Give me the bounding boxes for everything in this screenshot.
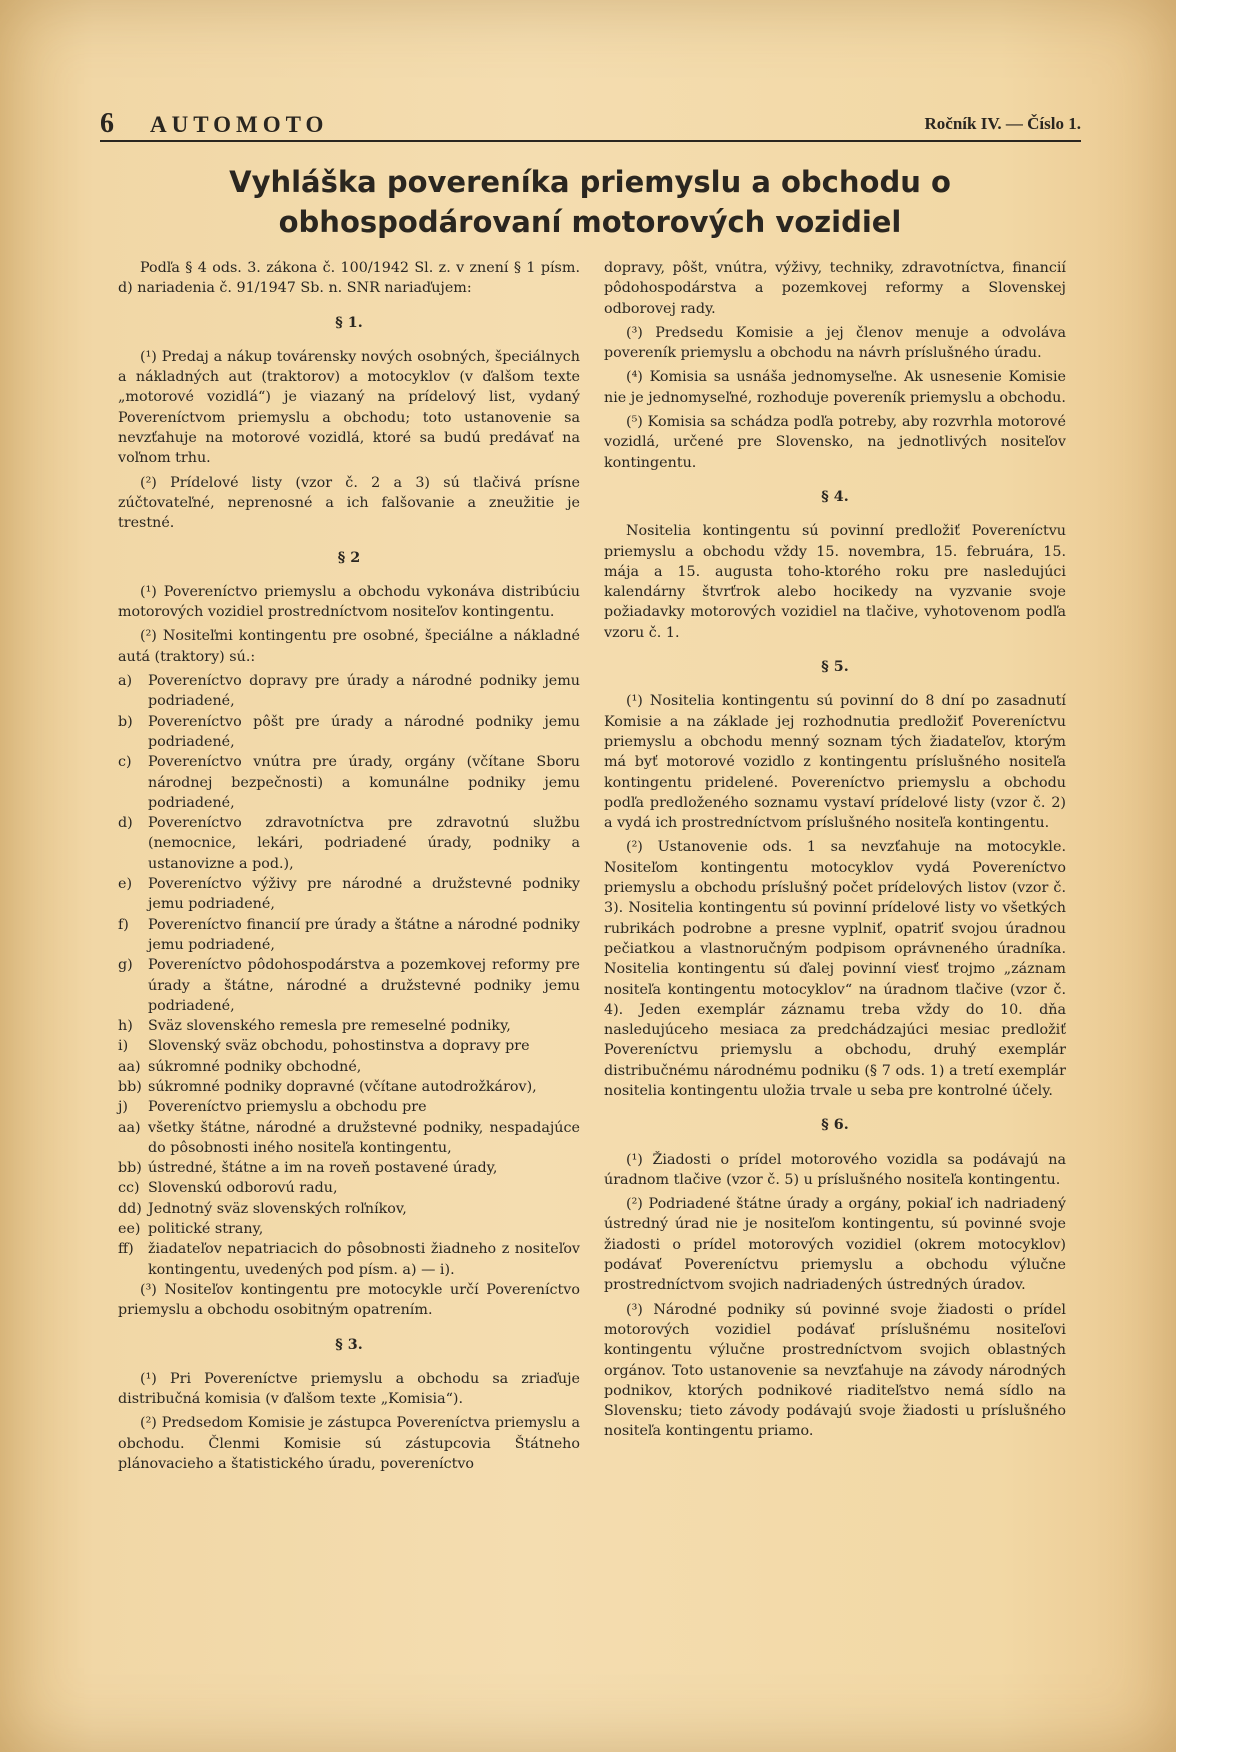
list-item-label: j) (118, 1099, 129, 1116)
list-item (118, 1097, 580, 1117)
paragraph: (³) Predsedu Komisie a jej členov menuje a odvoláva povereník priemyslu a obchodu na návrh príslušného úradu. (604, 324, 1066, 362)
list-item-label: c) (118, 754, 132, 771)
list-item-label: ff) (118, 1241, 134, 1258)
section-heading: § 2 (337, 549, 361, 566)
paragraph: (²) Ustanovenie ods. 1 sa nevzťahuje na motocykle. Nositeľom kontingentu motocyklov vydá Povereníctvo priemyslu a obchodu príslušný počet prídelových listov (vzor č. 3). Nositelia kontingentu sú povinní prídelové listy vo všetkých rubrikách podrobne a presne vyplniť, opatriť svojou úradnou pečiatkou a vlastnoručným podpisom oprávneného úradníka. Nositelia kontingentu sú ďalej povinní viesť trojmo „záznam nositeľa kontingentu motocyklov“ na úradnom tlačive (vzor č. 4). Jeden exemplár záznamu treba vždy do 10. dňa nasledujúceho mesiaca za predchádzajúci mesiac predložiť Povereníctvu priemyslu a obchodu, druhý exemplár distribučnému národnému podniku (§ 7 ods. 1) a tretí exemplár nositelia kontingentu uložia trvale u seba pre kontrolné účely. (604, 839, 1066, 1099)
journal-name: AUTOMOTO (150, 112, 329, 137)
paragraph: (¹) Predaj a nákup továrensky nových osobných, špeciálnych a nákladných aut (traktorov) a motocyklov (v ďalšom texte „motorové vozidlá“) je viazaný na prídelový list, vydaný Povereníctvom priemyslu a obchodu; toto ustanovenie sa nevzťahuje na motorové vozidlá, ktoré sa budú predávať na voľnom trhu. (118, 348, 580, 467)
list-item-text: Povereníctvo pôšt pre úrady a národné podniky jemu podriadené, (148, 713, 580, 750)
list-item (118, 1239, 580, 1280)
paragraph: (²) Prídelové listy (vzor č. 2 a 3) sú tlačivá prísne zúčtovateľné, neprenosné a ich falšovanie a zneužitie je trestné. (118, 474, 580, 532)
list-item (118, 813, 580, 874)
list-item-label: bb) (118, 1160, 142, 1177)
list-item-text: žiadateľov nepatriacich do pôsobnosti žiadneho z nositeľov kontingentu, uvedených pod písm. a) — i). (148, 1241, 580, 1278)
paragraph: dopravy, pôšt, vnútra, výživy, techniky, zdravotníctva, financií pôdohospodárstva a pozemkovej reformy a Slovenskej odborovej rady. (604, 260, 1066, 317)
paragraph: (¹) Povereníctvo priemyslu a obchodu vykonáva distribúciu motorových vozidiel prostredníctvom nositeľov kontingentu. (118, 583, 580, 621)
paragraph: (²) Podriadené štátne úrady a orgány, pokiaľ ich nadriadený ústredný úrad nie je nositeľom kontingentu, sú povinné svoje žiadosti o prídel motorových vozidiel (okrem motocyklov) podávať Povereníctvu priemyslu a obchodu výlučne prostredníctvom svojich nadriadených ústredných úradov. (604, 1196, 1066, 1294)
list-item-text: Povereníctvo zdravotníctva pre zdravotnú službu (nemocnice, lekári, podriadené úrady, podniky a ustanovizne a pod.), (148, 815, 580, 872)
list-item-text: ústredné, štátne a im na roveň postavené úrady, (148, 1160, 498, 1177)
list-item (118, 1036, 580, 1056)
list-item-text: Povereníctvo financií pre úrady a štátne a národné podniky jemu podriadené, (148, 916, 580, 953)
list-item-text: všetky štátne, národné a družstevné podniky, nespadajúce do pôsobnosti iného nositeľa kontingentu, (148, 1119, 580, 1156)
list-item-text: Povereníctvo vnútra pre úrady, orgány (včítane Sboru národnej bezpečnosti) a komunálne podniky jemu podriadené, (148, 754, 580, 811)
paragraph: (²) Predsedom Komisie je zástupca Povereníctva priemyslu a obchodu. Členmi Komisie sú zástupcovia Štátneho plánovacieho a štatistického úradu, povereníctvo (118, 1415, 580, 1473)
list (118, 671, 580, 1280)
paragraph: (¹) Žiadosti o prídel motorového vozidla sa podávajú na úradnom tlačive (vzor č. 5) u príslušného nositeľa kontingentu. (604, 1151, 1066, 1188)
list-item (118, 1016, 580, 1036)
paragraph: (³) Národné podniky sú povinné svoje žiadosti o prídel motorových vozidiel podávať príslušnému nositeľovi kontingentu výlučne prostredníctvom svojich oblastných orgánov. Toto ustanovenie sa nevzťahuje na závody národných podnikov, ktorých podnikové riaditeľstvo nemá sídlo na Slovensku; tieto závody podávajú svoje žiadosti u príslušného nositeľa kontingentu priamo. (604, 1301, 1066, 1440)
section-heading: § 5. (821, 659, 849, 676)
list-item (118, 1057, 580, 1077)
issue-info: Ročník IV. — Číslo 1. (924, 114, 1081, 133)
running-header (100, 108, 1081, 142)
paragraph: (¹) Pri Povereníctve priemyslu a obchodu sa zriaďuje distribučná komisia (v ďalšom texte „Komisia“). (118, 1370, 580, 1408)
list-item-label: ee) (118, 1221, 141, 1238)
list-item-label: bb) (118, 1078, 142, 1095)
right-column (604, 258, 1066, 1446)
paragraph: (⁴) Komisia sa usnáša jednomyseľne. Ak usnesenie Komisie nie je jednomyseľné, rozhoduje povereník priemyslu a obchodu. (604, 369, 1066, 406)
paragraph: (¹) Nositelia kontingentu sú povinní do 8 dní po zasadnutí Komisie a na základe jej rozhodnutia predložiť Povereníctvu priemyslu a obchodu menný soznam tých žiadateľov, ktorým má byť motorové vozidlo z kontingentu príslušného nositeľa kontingentu pridelené. Povereníctvo priemyslu a obchodu podľa predloženého soznamu vystaví prídelové listy (vzor č. 2) a vydá ich prostredníctvom príslušného nositeľa kontingentu. (604, 693, 1066, 832)
list-item-text: Povereníctvo pôdohospodárstva a pozemkovej reformy pre úrady a štátne, národné a družstevné podniky jemu podriadené, (148, 957, 580, 1014)
list-item-label: d) (118, 815, 133, 832)
list-item-label: dd) (118, 1200, 142, 1217)
list-item-text: Sväz slovenského remesla pre remeselné podniky, (148, 1018, 511, 1035)
list-item-label: b) (118, 713, 133, 730)
list-item (118, 1219, 580, 1239)
page-title: Vyhláška povereníka priemyslu a obchodu o obhospodárovaní motorových vozidiel (229, 165, 951, 239)
page-number: 6 (100, 108, 114, 139)
list-item (118, 955, 580, 1016)
list-item-label: f) (118, 916, 129, 933)
section-heading: § 3. (335, 1336, 363, 1353)
section-heading: § 4. (821, 488, 849, 505)
list-item (118, 1199, 580, 1219)
list-item (118, 712, 580, 753)
list-item-text: Povereníctvo dopravy pre úrady a národné podniky jemu podriadené, (148, 673, 580, 710)
list-item (118, 1158, 580, 1178)
list-item (118, 752, 580, 813)
list-item-text: Slovenskú odborovú radu, (148, 1180, 338, 1197)
section-heading: § 6. (821, 1117, 849, 1134)
list-item-text: politické strany, (148, 1221, 264, 1238)
list-item-label: aa) (118, 1058, 141, 1075)
list-item (118, 1118, 580, 1159)
list-item-text: Povereníctvo výživy pre národné a družstevné podniky jemu podriadené, (148, 876, 580, 913)
list-item-label: g) (118, 957, 133, 974)
list-item-label: cc) (118, 1180, 140, 1197)
list-item-text: súkromné podniky dopravné (včítane autodrožkárov), (148, 1078, 537, 1095)
intro-paragraph: Podľa § 4 ods. 3. zákona č. 100/1942 Sl. z. v znení § 1 písm. d) nariadenia č. 91/1947 Sb. n. SNR nariaďujem: (118, 260, 580, 297)
list-item (118, 1077, 580, 1097)
list-item (118, 1178, 580, 1198)
list-item-label: h) (118, 1018, 133, 1035)
left-column (118, 258, 580, 1478)
section-heading: § 1. (335, 314, 363, 331)
list-item-text: Jednotný sväz slovenských roľníkov, (148, 1200, 407, 1217)
paragraph: Nositelia kontingentu sú povinní predložiť Povereníctvu priemyslu a obchodu vždy 15. novembra, 15. februára, 15. mája a 15. augusta toho-ktorého roku pre nasledujúci kalendárny štvrťrok alebo hocikedy na vyzvanie svoje požiadavky motorových vozidiel na tlačive, vyhotovenom podľa vzoru č. 1. (604, 523, 1066, 641)
list-item-label: a) (118, 673, 133, 690)
paragraph: (³) Nositeľov kontingentu pre motocykle určí Povereníctvo priemyslu a obchodu osobitným opatrením. (118, 1281, 580, 1319)
list-item (118, 671, 580, 712)
list-item-label: e) (118, 876, 133, 893)
paragraph: (²) Nositeľmi kontingentu pre osobné, špeciálne a nákladné autá (traktory) sú.: (118, 628, 580, 665)
list-item-text: Slovenský sväz obchodu, pohostinstva a dopravy pre (148, 1038, 530, 1055)
list-item (118, 874, 580, 915)
list-item (118, 915, 580, 956)
paragraph: (⁵) Komisia sa schádza podľa potreby, aby rozvrhla motorové vozidlá, určené pre Slovensko, na jednotlivých nositeľov kontingentu. (604, 414, 1066, 471)
list-item-label: i) (118, 1038, 129, 1055)
list-item-label: aa) (118, 1119, 141, 1136)
list-item-text: Povereníctvo priemyslu a obchodu pre (148, 1099, 427, 1116)
list-item-text: súkromné podniky obchodné, (148, 1058, 362, 1075)
